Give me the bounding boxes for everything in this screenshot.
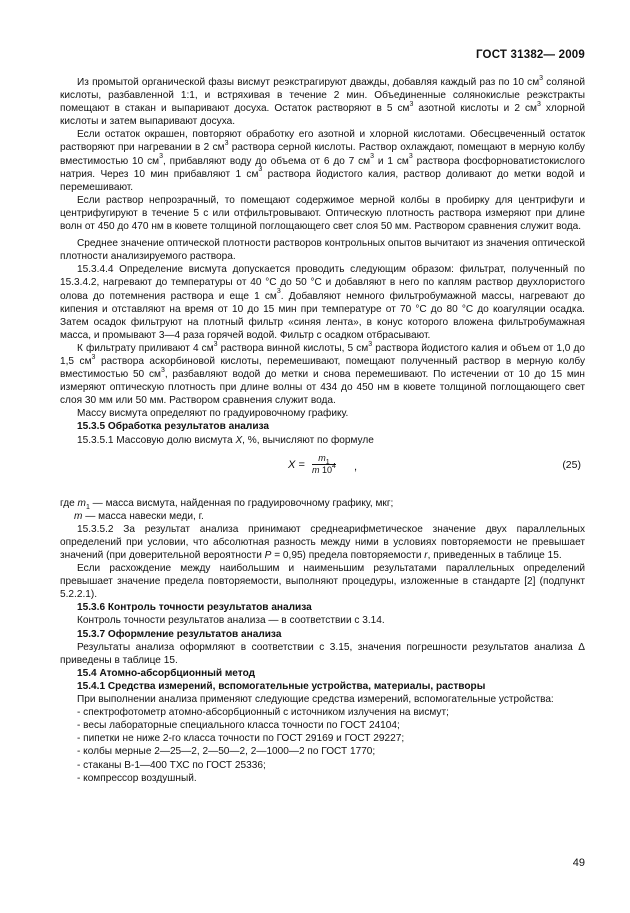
paragraph: К фильтрату приливают 4 $см^3$ раствора винной кислоты, 5 $см^3$ раствора йодистого калия и объем от 1,0 до 1,5 $см^3$ раствора аскорбиновой кислоты, перемешивают, помещают полученный раствор в мерную колбу вместимостью 50 $см^3$, разбавляют водой до метки и снова перемешивают. По истечении от 10 до 15 мин измеряют оптическую плотность при длине волны от 434 до 450 нм в кювете толщиной поглощающего свет слоя 30 мм или 50 мм. Раствором сравнения служит вода. bbox=[60, 340, 586, 407]
formula-number: (25) bbox=[562, 458, 581, 471]
document-body bbox=[60, 76, 585, 785]
paragraph: 15.3.5.1 Массовую долю висмута X, %, вычисляют по формуле bbox=[77, 434, 374, 446]
paragraph: 15.3.5.2 За результат анализа принимают среднеарифметическое значение двух параллельных определений при условии, что абсолютная разность между ними в условиях повторяемости не превышает значений (при доверительной вероятности P = 0,95) предела повторяемости r, приведенных в таблице 15. bbox=[60, 523, 585, 561]
formula-numerator: $m_1$ bbox=[312, 453, 336, 465]
formula-legend: m — масса навески меди, г. bbox=[74, 510, 204, 522]
formula-legend: где $m_1$ — масса висмута, найденная по градуировочному графику, мкг; bbox=[60, 497, 394, 511]
paragraph: Контроль точности результатов анализа — в соответствии с 3.14. bbox=[77, 615, 385, 627]
formula-25: X = $\frac{m_1}{m 10^4}$ , (25) bbox=[288, 452, 581, 475]
paragraph: Результаты анализа оформляют в соответствии с 3.15, значения погрешности результатов анализа Δ приведены в таблице 15. bbox=[60, 641, 585, 666]
paragraph: Среднее значение оптической плотности растворов контрольных опытов вычитают из значения оптической плотности анализируемого раствора. bbox=[60, 238, 585, 263]
section-heading: 15.3.7 Оформление результатов анализа bbox=[77, 628, 282, 640]
formula-fraction bbox=[312, 453, 336, 476]
formula-lhs: X = bbox=[288, 458, 305, 471]
paragraph: 15.3.4.4 Определение висмута допускается проводить следующим образом: фильтрат, полученный по 15.3.4.2, нагревают до температуры от 40 °С до 50 °С и добавляют в него по каплям раствор двухлористого олова до потемнения раствора и еще 1 $см^3$. Добавляют немного фильтробумажной массы, нагревают до кипения и отставляют на время от 10 до 15 мин при температуре от 70 °С до 80 °С до коагуляции осадка. Затем осадок фильтруют на плотный фильтр «синяя лента», в конус которого вложена фильтробумажная масса, и промывают 3—4 раза горячей водой. Фильтр с осадком отбрасывают. bbox=[60, 264, 586, 341]
section-heading: 15.3.6 Контроль точности результатов анализа bbox=[77, 602, 312, 614]
section-heading: 15.3.5 Обработка результатов анализа bbox=[77, 421, 270, 433]
paragraph: Из промытой органической фазы висмут реэкстрагируют дважды, добавляя каждый раз по 10 $см^3$ соляной кислоты, разбавленной 1:1, и встряхивая в течение 2 мин. Объединенные солянокислые реэкстракты помещают в стакан и выпаривают досуха. Остаток растворяют в 5 $см^3$ азотной кислоты и 2 $см^3$ хлорной кислоты и затем выпаривают досуха. bbox=[60, 74, 585, 128]
list-item: - спектрофотометр атомно-абсорбционный с источником излучения на висмут; bbox=[77, 707, 449, 719]
list-item: - колбы мерные 2—25—2, 2—50—2, 2—1000—2 по ГОСТ 1770; bbox=[77, 746, 376, 758]
section-heading: 15.4.1 Средства измерений, вспомогательные устройства, материалы, растворы bbox=[77, 680, 486, 692]
paragraph: Если расхождение между наибольшим и наименьшим результатами параллельных определений превышает значение предела повторяемости, выполняют процедуры, изложенные в стандарте [2] (подпункт 5.2.2.1). bbox=[60, 563, 585, 601]
list-item: - стаканы В-1—400 ТХС по ГОСТ 25336; bbox=[77, 759, 266, 771]
paragraph: Если остаток окрашен, повторяют обработку его азотной и хлорной кислотами. Обесцвеченный остаток растворяют при нагревании в 2 $см^3$ раствора серной кислоты. Раствор охлаждают, помещают в мерную колбу вместимостью 10 $см^3$, прибавляют воду до объема от 6 до 7 $см^3$ и 1 $см^3$ раствора фосфорноватистокислого натрия. Через 10 мин прибавляют 1 $см^3$ раствора йодистого калия, раствор доливают до метки водой и перемешивают. bbox=[60, 129, 585, 193]
paragraph: Массу висмута определяют по градуировочному графику. bbox=[77, 408, 349, 420]
list-item: - компрессор воздушный. bbox=[77, 772, 197, 784]
paragraph: Если раствор непрозрачный, то помещают содержимое мерной колбы в пробирку для центрифуги и центрифугируют в течение 5 с или отфильтровывают. Оптическую плотность раствора измеряют при длине волн от 450 до 470 нм в кювете толщиной поглощающего свет слоя 50 мм. Раствором сравнения служит вода. bbox=[60, 194, 585, 233]
section-heading: 15.4 Атомно-абсорбционный метод bbox=[77, 667, 256, 679]
list-item: - весы лабораторные специального класса точности по ГОСТ 24104; bbox=[77, 720, 400, 732]
list-item: - пипетки не ниже 2-го класса точности по ГОСТ 29169 и ГОСТ 29227; bbox=[77, 733, 405, 745]
page-number: 49 bbox=[572, 857, 585, 869]
formula-denominator: m $10^4$ bbox=[312, 462, 336, 475]
document-header: ГОСТ 31382— 2009 bbox=[475, 49, 585, 61]
paragraph: При выполнении анализа применяют следующие средства измерений, вспомогательные устройства: bbox=[77, 694, 554, 706]
